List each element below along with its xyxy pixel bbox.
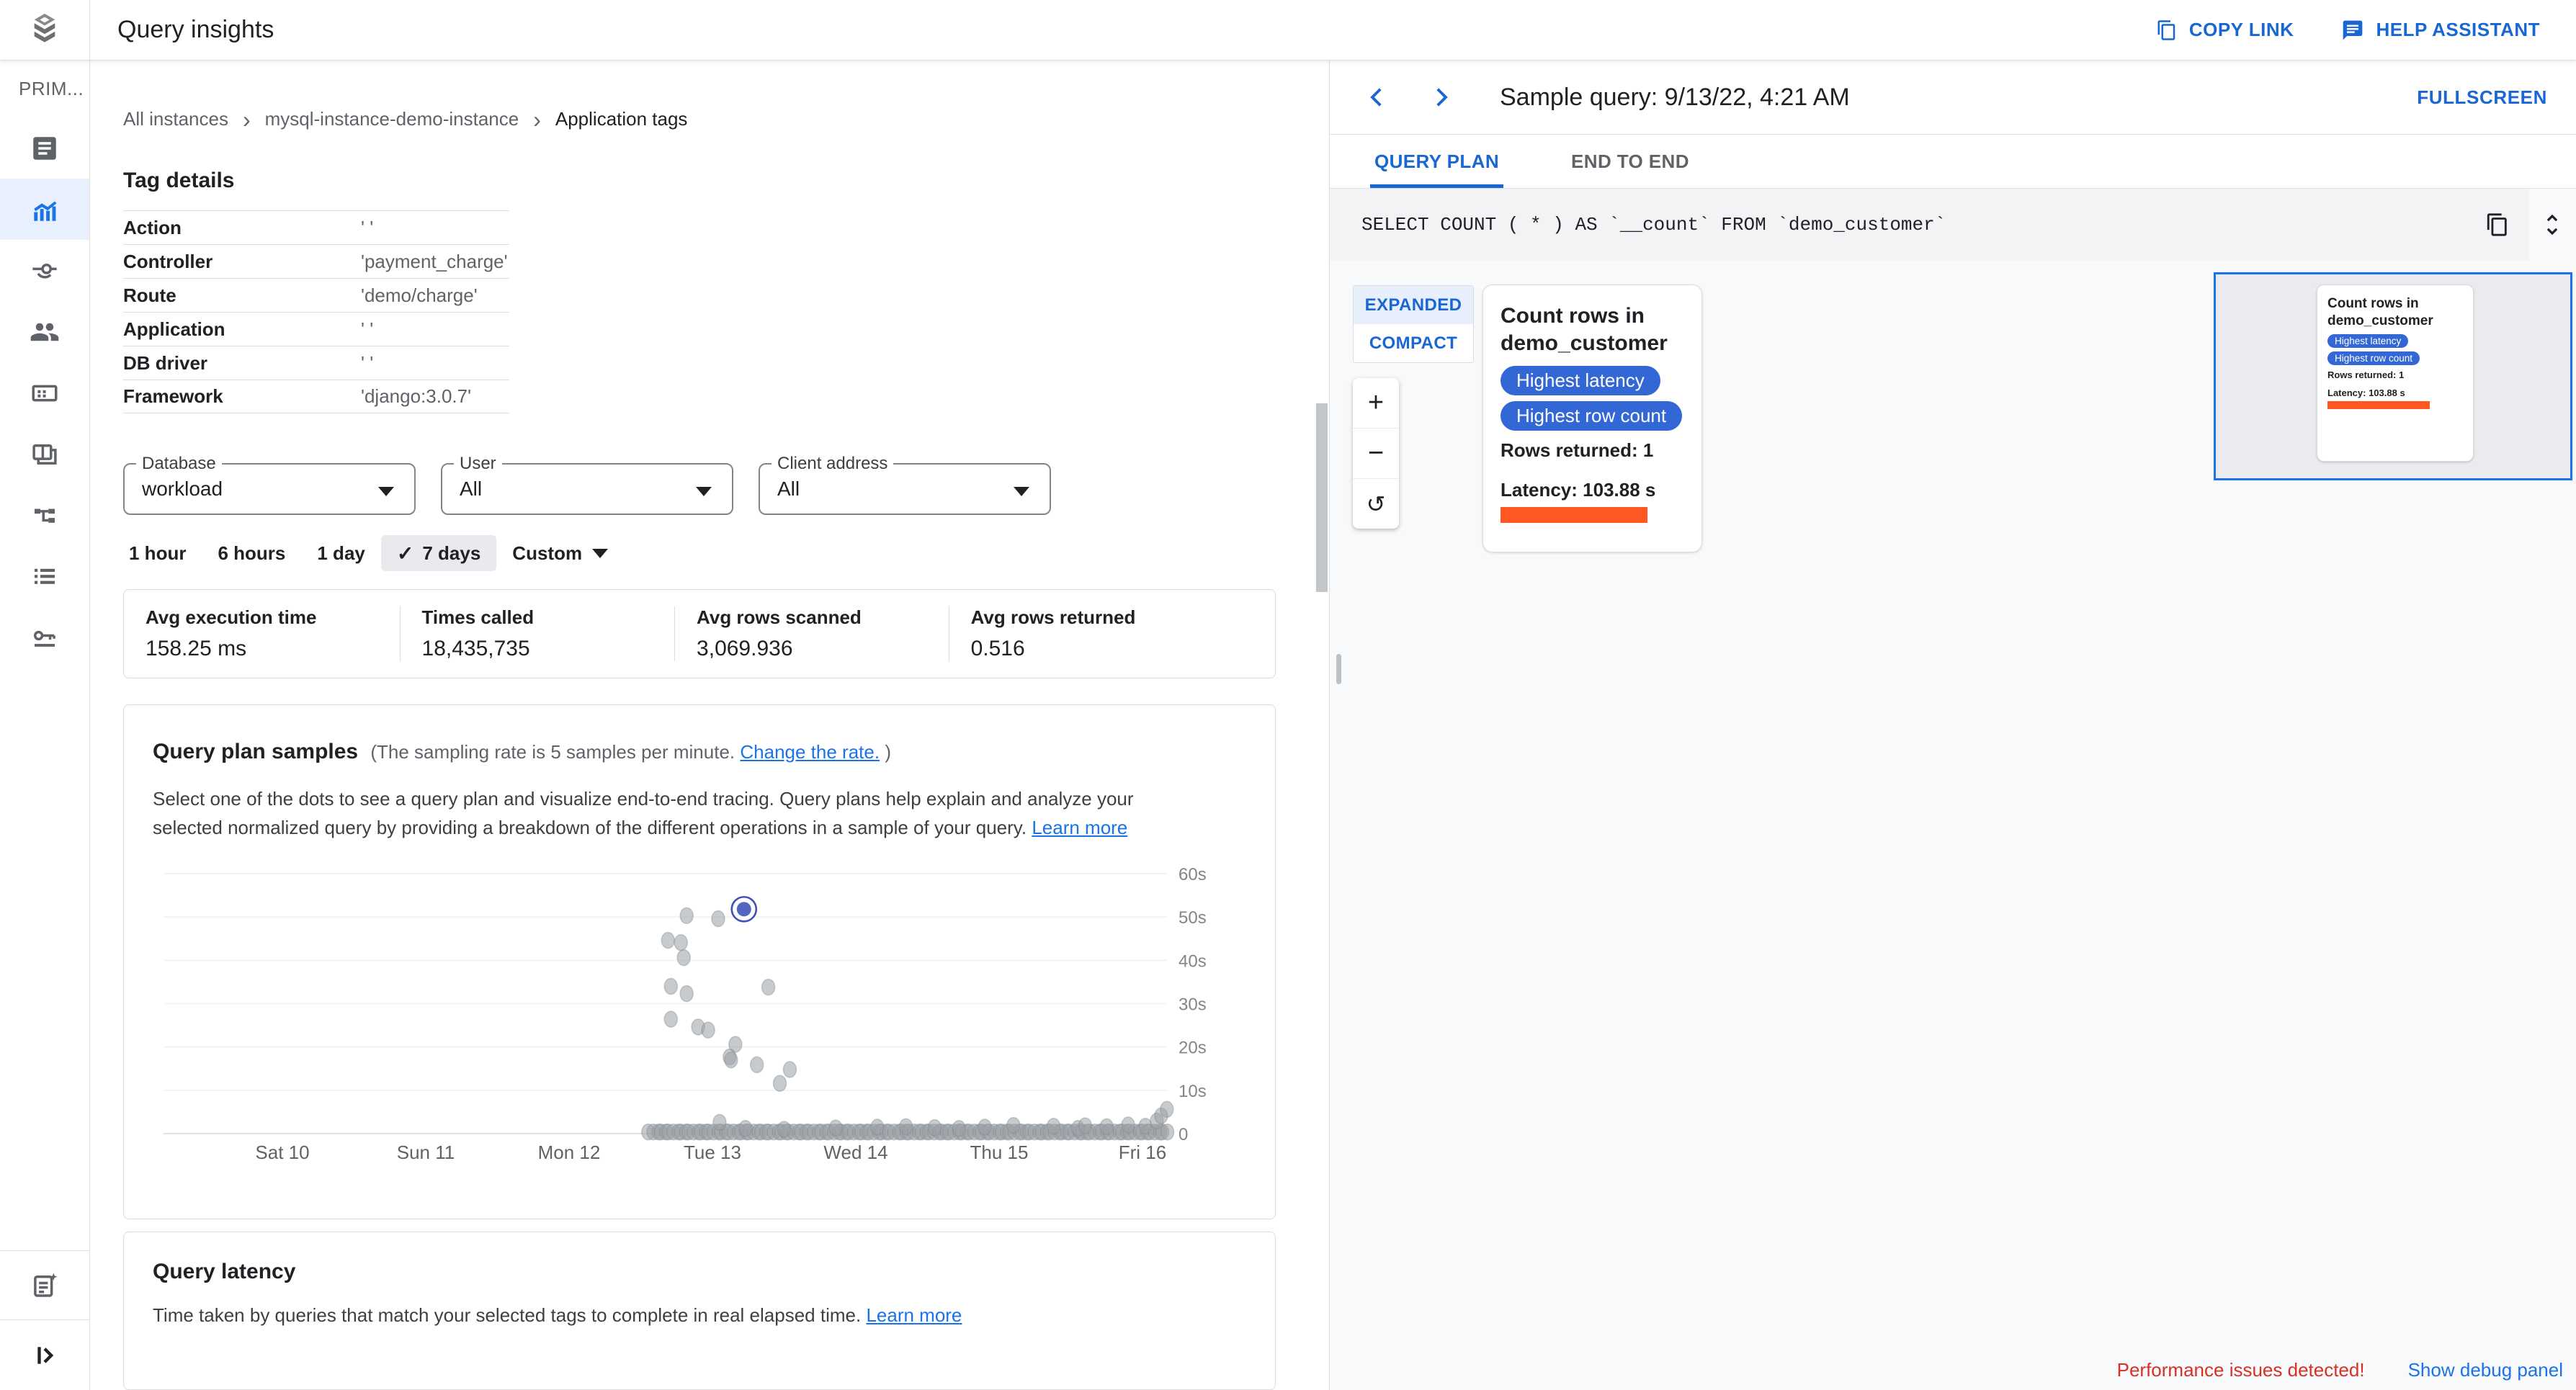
breadcrumb — [123, 106, 688, 133]
copy-link-label: COPY LINK — [2188, 19, 2294, 40]
time-range-chip[interactable] — [496, 535, 624, 571]
y-axis-tick: 60s — [1179, 865, 1207, 885]
x-axis-tick: Thu 15 — [970, 1142, 1029, 1163]
learn-more-link[interactable]: Learn more — [1032, 817, 1128, 838]
time-range-chip[interactable] — [113, 535, 202, 571]
chevron-right-icon — [1428, 83, 1454, 112]
expand-sql-button[interactable] — [2528, 211, 2576, 238]
sample-dot[interactable] — [1161, 1124, 1174, 1140]
y-axis-tick: 40s — [1179, 951, 1207, 972]
badge: Highest latency — [1501, 366, 1660, 395]
sidebar-instance-label: PRIM... — [19, 78, 84, 99]
client-address-select-label: Client address — [772, 454, 893, 474]
overview-icon — [30, 133, 60, 163]
sample-query-header — [1330, 60, 2576, 135]
help-assistant-button[interactable] — [2341, 19, 2540, 42]
rows-returned-label: Rows returned: 1 — [1501, 439, 1654, 461]
cloud-sql-logo-icon — [26, 12, 63, 49]
sample-dot[interactable] — [680, 986, 693, 1002]
compact-view-button[interactable]: COMPACT — [1369, 333, 1458, 353]
query-plan-samples-description — [153, 784, 1197, 842]
time-range-chip[interactable] — [381, 535, 496, 571]
tab-end-to-end[interactable]: END TO END — [1571, 150, 1689, 172]
panel-scrollbar[interactable] — [1336, 654, 1341, 684]
stat-cell — [674, 606, 949, 661]
breadcrumb-item: Application tags — [555, 108, 688, 130]
query-plan-samples-header — [153, 740, 891, 764]
tag-label: DB driver — [123, 351, 208, 374]
sample-dot[interactable] — [774, 1075, 787, 1091]
page-title: Query insights — [117, 16, 274, 43]
node-card-badges — [1501, 366, 1684, 431]
stat-cell — [400, 606, 675, 661]
sample-dot[interactable] — [712, 911, 725, 927]
tag-row — [123, 346, 509, 380]
sample-dot[interactable] — [674, 935, 687, 951]
tab-query-plan[interactable]: QUERY PLAN — [1370, 135, 1503, 188]
tag-label: Route — [123, 284, 176, 306]
copy-sql-button[interactable] — [2485, 212, 2510, 237]
tag-row — [123, 244, 509, 278]
query-plan-samples-chart[interactable] — [153, 865, 1248, 1186]
time-range-label: 1 hour — [129, 542, 187, 564]
y-axis-tick: 20s — [1179, 1038, 1207, 1058]
sample-dot[interactable] — [739, 1121, 752, 1136]
node-card-badges — [2327, 334, 2463, 365]
sampling-note-prefix: (The sampling rate is 5 samples per minute. — [370, 741, 735, 763]
time-range-chip[interactable] — [301, 535, 381, 571]
database-select-label: Database — [136, 454, 222, 474]
query-plan-canvas — [1330, 261, 2576, 1390]
stat-value: 158.25 ms — [146, 637, 247, 660]
stat-cell — [949, 606, 1275, 661]
sample-dot[interactable] — [1100, 1118, 1113, 1134]
query-insights-icon — [30, 194, 60, 225]
sidebar-item-backups[interactable] — [0, 423, 89, 485]
chat-icon — [2341, 19, 2364, 42]
zoom-in-button[interactable]: + — [1367, 387, 1385, 418]
breadcrumb-item[interactable]: mysql-instance-demo-instance — [264, 108, 519, 130]
users-icon — [30, 317, 60, 347]
latency-bar — [1501, 507, 1647, 523]
tag-row — [123, 380, 509, 413]
sample-dot[interactable] — [702, 1022, 715, 1038]
view-mode-toggle — [1353, 285, 1474, 363]
sidebar-item-overview[interactable] — [0, 117, 89, 179]
chevron-right-icon: › — [242, 106, 251, 133]
latency-bar — [2327, 401, 2430, 409]
query-latency-description — [153, 1304, 1246, 1327]
sample-dot[interactable] — [751, 1057, 764, 1072]
time-range-label: 7 days — [422, 542, 481, 564]
chevron-left-icon — [1364, 83, 1390, 112]
sql-bar — [1330, 189, 2528, 261]
user-select[interactable] — [441, 454, 733, 515]
tag-row — [123, 278, 509, 312]
sample-dot[interactable] — [1007, 1118, 1020, 1134]
sidebar-item-operations[interactable] — [0, 546, 89, 607]
sample-query-title: Sample query: 9/13/22, 4:21 AM — [1500, 83, 1850, 111]
y-axis-tick: 50s — [1179, 908, 1207, 928]
stat-value: 18,435,735 — [421, 637, 530, 660]
key-icon — [30, 623, 60, 653]
sample-dot[interactable] — [713, 1114, 726, 1130]
dropdown-caret-icon — [1014, 487, 1029, 496]
stat-label: Times called — [421, 606, 535, 628]
sample-dot[interactable] — [871, 1119, 884, 1135]
sql-row — [1330, 189, 2576, 261]
sample-dot[interactable] — [664, 1011, 677, 1027]
sampling-note-suffix: ) — [885, 741, 891, 763]
sample-dot[interactable] — [1078, 1118, 1091, 1134]
sidebar-item-release-notes[interactable] — [0, 1250, 89, 1319]
x-axis-tick: Mon 12 — [537, 1142, 601, 1163]
sample-dot[interactable] — [829, 1120, 842, 1136]
tag-label: Controller — [123, 250, 213, 272]
zoom-reset-button[interactable]: ↺ — [1353, 478, 1399, 529]
learn-more-link[interactable]: Learn more — [866, 1304, 962, 1326]
x-axis-tick: Sun 11 — [396, 1142, 455, 1163]
sample-dot[interactable] — [1047, 1118, 1060, 1134]
stat-value: 3,069.936 — [697, 637, 793, 660]
release-notes-icon — [30, 1270, 60, 1301]
query-latency-title: Query latency — [153, 1260, 296, 1283]
tag-details-table — [123, 210, 509, 413]
sidebar-item-users[interactable] — [0, 301, 89, 362]
tag-label: Framework — [123, 385, 223, 407]
client-address-select[interactable] — [759, 454, 1051, 515]
node-card-title: Count rows in demo_customer — [2327, 296, 2433, 328]
zoom-out-button[interactable]: − — [1353, 428, 1399, 478]
x-axis-tick: Fri 16 — [1118, 1142, 1167, 1163]
sidebar-item-connections[interactable] — [0, 240, 89, 301]
sample-dot[interactable] — [1160, 1101, 1173, 1117]
sample-query-tabs — [1330, 135, 2576, 189]
databases-icon — [30, 378, 60, 408]
sidebar-collapse-button[interactable] — [0, 1319, 89, 1390]
dropdown-caret-icon — [696, 487, 712, 496]
database-select[interactable] — [123, 454, 416, 515]
sample-dot[interactable] — [762, 979, 775, 995]
main-content — [90, 60, 1329, 1326]
stat-value: 0.516 — [970, 637, 1025, 660]
cloud-sql-logo — [0, 0, 90, 60]
sample-dot[interactable] — [928, 1120, 941, 1136]
query-plan-node-card[interactable] — [1482, 284, 1702, 552]
stat-label: Avg rows scanned — [697, 606, 862, 628]
dropdown-caret-icon — [592, 549, 608, 558]
sidebar — [0, 60, 90, 1390]
minimap-node-card — [2317, 284, 2474, 462]
fullscreen-button[interactable]: FULLSCREEN — [2417, 86, 2547, 108]
tag-row — [123, 210, 509, 244]
sample-dot[interactable] — [680, 907, 693, 923]
tag-value: ' ' — [361, 351, 374, 374]
change-rate-link[interactable]: Change the rate. — [740, 741, 880, 763]
sidebar-item-databases[interactable] — [0, 362, 89, 423]
sample-dot[interactable] — [978, 1119, 991, 1135]
chevron-right-icon: › — [533, 106, 541, 133]
sample-dot[interactable] — [725, 1052, 738, 1068]
sidebar-item-query-insights[interactable] — [0, 179, 89, 240]
selected-sample-dot[interactable] — [737, 902, 751, 916]
time-range-chip[interactable] — [202, 535, 301, 571]
description-text: Time taken by queries that match your selected tags to complete in real elapsed time. — [153, 1304, 862, 1326]
sample-query-panel — [1329, 60, 2576, 1390]
badge: Highest row count — [1501, 401, 1682, 431]
connections-icon — [30, 256, 60, 286]
stat-cell — [124, 606, 400, 661]
backups-icon — [30, 439, 60, 470]
show-debug-panel-link[interactable]: Show debug panel — [2407, 1359, 2563, 1381]
sample-dot[interactable] — [952, 1121, 965, 1136]
help-assistant-label: HELP ASSISTANT — [2376, 19, 2540, 40]
query-plan-samples-card — [123, 704, 1276, 1219]
x-axis-tick: Sat 10 — [255, 1142, 310, 1163]
dropdown-caret-icon — [378, 487, 394, 496]
tag-value: ' ' — [361, 318, 374, 340]
client-address-select-value: All — [777, 477, 800, 500]
badge: Highest row count — [2327, 351, 2420, 365]
check-icon: ✓ — [396, 542, 414, 565]
copy-icon — [2156, 19, 2178, 41]
replication-icon — [30, 501, 60, 531]
y-axis-tick: 0 — [1179, 1125, 1189, 1144]
rows-returned-label: Rows returned: 1 — [2327, 369, 2405, 380]
tag-details-title: Tag details — [123, 169, 235, 192]
description-text: Select one of the dots to see a query plan and visualize end-to-end tracing. Query plans help explain and analyze your selected normalized query by providing a breakdown of the different operations in a sample of your query. — [153, 788, 1134, 838]
tag-label: Application — [123, 318, 225, 340]
copy-icon — [2485, 212, 2510, 237]
tag-row — [123, 312, 509, 346]
query-plan-samples-title: Query plan samples — [153, 740, 359, 763]
time-range-label: 1 day — [317, 542, 365, 564]
plan-footer — [2117, 1359, 2563, 1381]
tag-label: Action — [123, 216, 182, 238]
tag-value: ' ' — [361, 216, 374, 238]
zoom-controls — [1353, 378, 1399, 529]
sidebar-item-integrations[interactable] — [0, 607, 89, 668]
tag-value: 'django:3.0.7' — [361, 385, 472, 407]
y-axis-tick: 30s — [1179, 995, 1207, 1015]
top-bar — [0, 0, 2576, 60]
tag-value: 'payment_charge' — [361, 250, 508, 272]
sample-dot[interactable] — [677, 950, 690, 966]
sample-dot[interactable] — [778, 1121, 791, 1137]
unfold-more-icon — [2539, 211, 2566, 238]
plan-minimap[interactable] — [2214, 272, 2572, 480]
stat-label: Avg rows returned — [970, 606, 1136, 628]
y-axis-tick: 10s — [1179, 1081, 1207, 1101]
breadcrumb-item[interactable]: All instances — [123, 108, 228, 130]
tag-value: 'demo/charge' — [361, 284, 478, 306]
stats-row — [123, 589, 1276, 678]
collapse-panel-icon — [30, 1341, 59, 1370]
x-axis-tick: Wed 14 — [823, 1142, 888, 1163]
user-select-label: User — [454, 454, 502, 474]
sample-dot[interactable] — [1122, 1117, 1135, 1133]
operations-icon — [30, 562, 60, 592]
sample-dot[interactable] — [661, 933, 674, 949]
query-latency-card — [123, 1232, 1276, 1390]
time-range-label: 6 hours — [218, 542, 286, 564]
x-axis-tick: Tue 13 — [684, 1142, 741, 1163]
sidebar-item-replication[interactable] — [0, 485, 89, 546]
performance-warning: Performance issues detected! — [2116, 1359, 2365, 1381]
sample-dot[interactable] — [900, 1118, 913, 1134]
previous-sample-button[interactable] — [1360, 81, 1393, 114]
latency-label: Latency: 103.88 s — [2327, 387, 2405, 398]
copy-link-button[interactable] — [2156, 19, 2294, 41]
expanded-view-button[interactable]: EXPANDED — [1354, 286, 1473, 324]
time-range-label: Custom — [512, 542, 583, 564]
content-scrollbar[interactable] — [1316, 403, 1328, 592]
stat-label: Avg execution time — [146, 606, 317, 628]
time-range-row — [113, 535, 624, 571]
database-select-value: workload — [142, 477, 223, 500]
sample-dot[interactable] — [783, 1062, 796, 1077]
badge: Highest latency — [2327, 334, 2408, 348]
latency-label: Latency: 103.88 s — [1501, 479, 1656, 501]
node-card-title: Count rows in demo_customer — [1501, 304, 1668, 355]
sample-dot[interactable] — [664, 978, 677, 994]
next-sample-button[interactable] — [1425, 81, 1458, 114]
user-select-value: All — [460, 477, 483, 500]
sql-query-text: SELECT COUNT ( * ) AS `__count` FROM `demo_customer` — [1361, 214, 1946, 236]
